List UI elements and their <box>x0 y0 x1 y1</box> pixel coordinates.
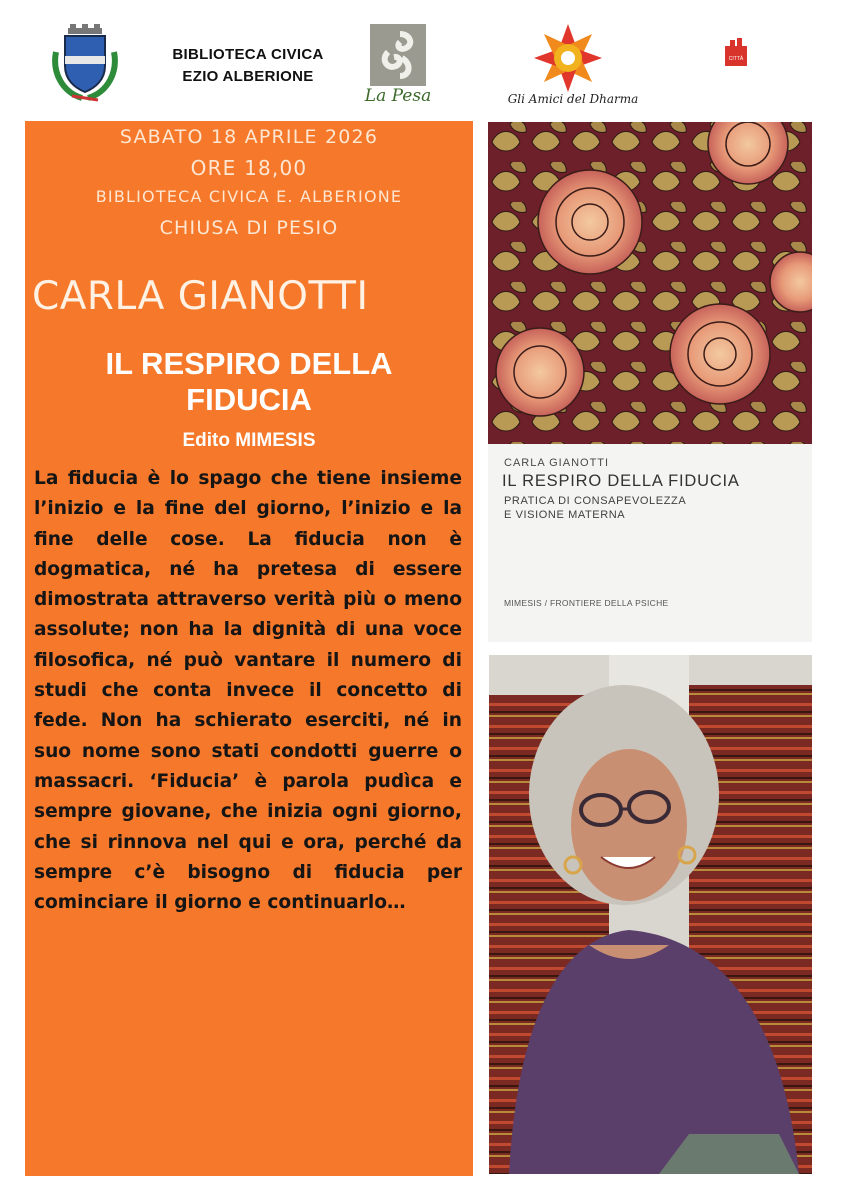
book-blurb: La fiducia è lo spago che tiene insieme l’inizio e la fine del giorno, l’inizio e la fine delle cose. La fiducia non è dogmatica, né ha pretesa di essere dimostrata attraverso verità più o meno assolute; non ha la dignità di una voce filosofica, né può vantare il numero di studi che conta invece il concetto di fede. Non ha schierato eserciti, né in suo nome sono stati condotti guerre o massacri. ‘Fiducia’ è parola pudìca e sempre giovane, che inizia ogni giorno, che si rinnova nel qui e ora, perché da sempre c’è bisogno di fiducia per cominciare il giorno e continuarlo… <box>34 468 462 914</box>
cover-subtitle <box>504 494 764 522</box>
dharma-logo-text: Gli Amici del Dharma <box>507 92 639 106</box>
citta-logo <box>722 36 750 70</box>
library-name-line1: BIBLIOTECA CIVICA <box>172 46 324 63</box>
citta-logo-text: CITTÀ <box>728 56 744 62</box>
book-cover <box>488 122 812 642</box>
cover-subtitle-line2: E VISIONE MATERNA <box>504 509 626 521</box>
library-name <box>148 44 348 88</box>
event-venue: BIBLIOTECA CIVICA E. ALBERIONE <box>95 187 403 206</box>
lapesa-logo-text: La Pesa <box>364 86 432 106</box>
event-town: CHIUSA DI PESIO <box>159 217 339 239</box>
event-time: ORE 18,00 <box>190 156 308 180</box>
book-title <box>25 346 473 418</box>
dharma-sun-logo <box>528 22 608 94</box>
cover-author: CARLA GIANOTTI <box>504 457 610 469</box>
event-date: SABATO 18 APRILE 2026 <box>119 126 379 148</box>
publisher: Edito MIMESIS <box>182 430 316 451</box>
author-portrait <box>489 655 812 1174</box>
author-name: CARLA GIANOTTI <box>32 274 369 319</box>
book-title-line1: IL RESPIRO DELLA <box>105 346 393 381</box>
cover-series: MIMESIS / FRONTIERE DELLA PSICHE <box>504 598 669 608</box>
town-crest-logo <box>50 22 120 106</box>
cover-subtitle-line1: PRATICA DI CONSAPEVOLEZZA <box>504 495 687 507</box>
cover-title: IL RESPIRO DELLA FIDUCIA <box>502 472 740 490</box>
book-title-line2: FIDUCIA <box>186 382 312 417</box>
floral-cover-art <box>488 122 812 444</box>
library-name-line2: EZIO ALBERIONE <box>182 68 314 85</box>
